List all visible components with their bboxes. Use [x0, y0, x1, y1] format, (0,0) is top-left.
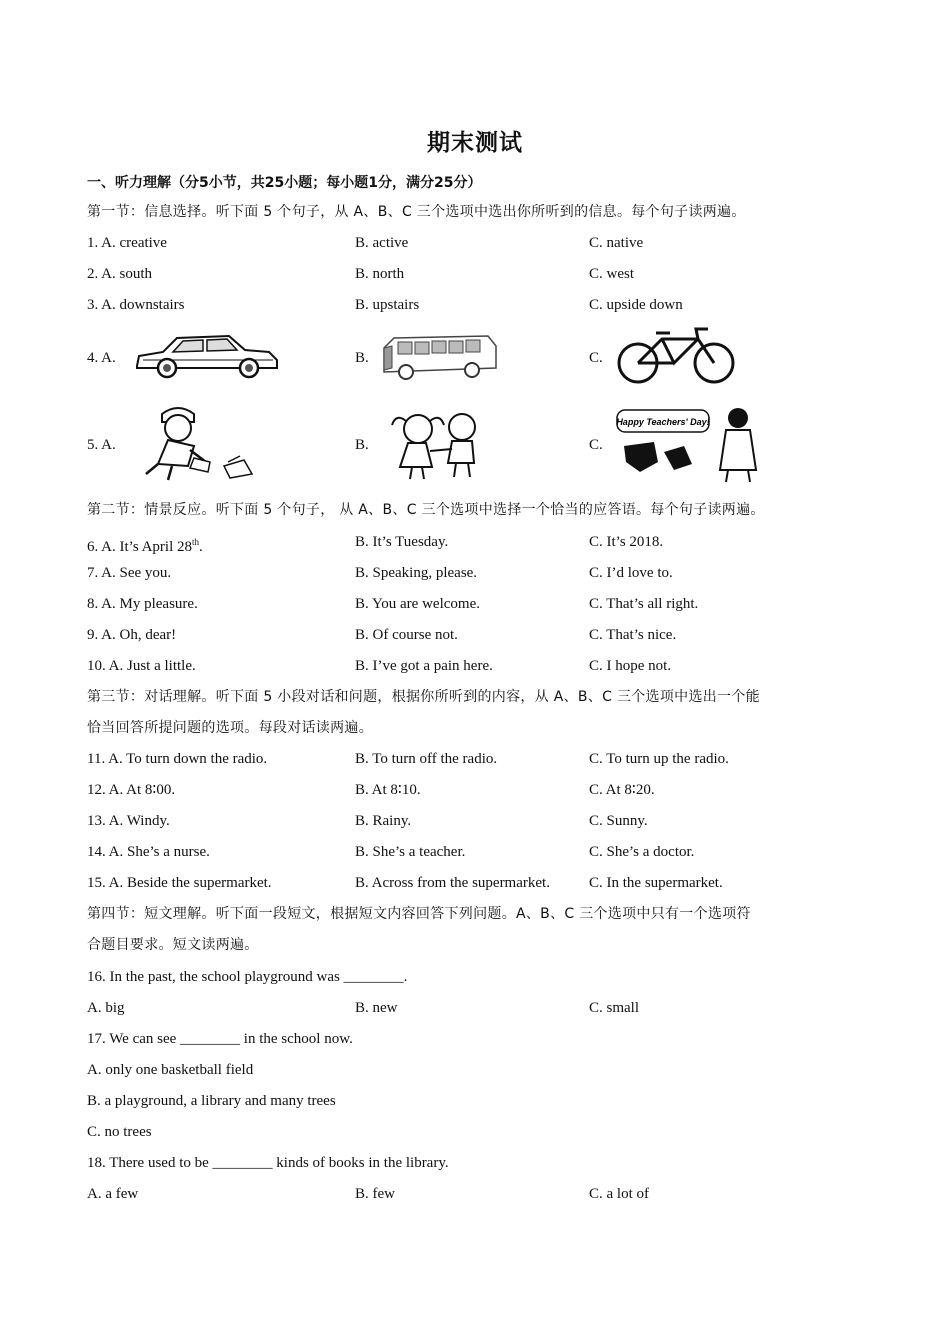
bus-icon [380, 332, 498, 382]
teachers-day-scene-icon [614, 406, 770, 484]
q6-option-a-period: . [199, 539, 203, 555]
q3-option-b[interactable]: B. upstairs [355, 297, 420, 313]
q5-option-c[interactable]: C. [589, 437, 603, 453]
section3-instructions-line1: 第三节：对话理解。听下面 5 小段对话和问题，根据你所听到的内容，从 A、B、C 三个选项中选出一个能 [87, 689, 760, 705]
q11-option-c[interactable]: C. To turn up the radio. [589, 751, 729, 767]
q10-option-c[interactable]: C. I hope not. [589, 658, 672, 674]
q11-option-a[interactable]: 11. A. To turn down the radio. [87, 751, 268, 767]
question-16-options [0, 998, 950, 1020]
question-18-options [0, 1184, 950, 1206]
question-14 [0, 842, 950, 864]
q8-option-c[interactable]: C. That’s all right. [589, 596, 699, 612]
q14-option-b[interactable]: B. She’s a teacher. [355, 844, 466, 860]
q16-option-b[interactable]: B. new [355, 1000, 398, 1016]
q2-option-c[interactable]: C. west [589, 266, 634, 282]
q7-option-a[interactable]: 7. A. See you. [87, 565, 172, 581]
question-6 [0, 532, 950, 554]
q10-option-b[interactable]: B. I’ve got a pain here. [355, 658, 493, 674]
q8-option-a[interactable]: 8. A. My pleasure. [87, 596, 198, 612]
question-11 [0, 749, 950, 771]
q4-option-a[interactable]: 4. A. [87, 350, 116, 366]
q15-option-c[interactable]: C. In the supermarket. [589, 875, 723, 891]
q13-option-c[interactable]: C. Sunny. [589, 813, 648, 829]
question-12 [0, 780, 950, 802]
q12-option-a[interactable]: 12. A. At 8∶00. [87, 782, 176, 798]
q15-option-b[interactable]: B. Across from the supermarket. [355, 875, 550, 891]
q3-option-c[interactable]: C. upside down [589, 297, 683, 313]
section1-instructions: 第一节：信息选择。听下面 5 个句子，从 A、B、C 三个选项中选出你所听到的信息。每个句子读两遍。 [87, 204, 746, 220]
q9-option-b[interactable]: B. Of course not. [355, 627, 458, 643]
section4-instructions-line2: 合题目要求。短文读两遍。 [87, 937, 259, 953]
q11-option-b[interactable]: B. To turn off the radio. [355, 751, 498, 767]
question-10 [0, 656, 950, 678]
q1-option-a[interactable]: 1. A. creative [87, 235, 167, 251]
q7-option-c[interactable]: C. I’d love to. [589, 565, 673, 581]
q15-option-a[interactable]: 15. A. Beside the supermarket. [87, 875, 272, 891]
question-7 [0, 563, 950, 585]
q10-option-a[interactable]: 10. A. Just a little. [87, 658, 196, 674]
q16-option-c[interactable]: C. small [589, 1000, 640, 1016]
q3-option-a[interactable]: 3. A. downstairs [87, 297, 185, 313]
q12-option-c[interactable]: C. At 8∶20. [589, 782, 655, 798]
question-9 [0, 625, 950, 647]
question-13 [0, 811, 950, 833]
question-2 [0, 264, 950, 286]
q18-option-a[interactable]: A. a few [87, 1186, 139, 1202]
section3-instructions-line2: 恰当回答所提问题的选项。每段对话读两遍。 [87, 720, 373, 736]
q16-option-a[interactable]: A. big [87, 1000, 125, 1016]
q16-stem: 16. In the past, the school playground was ________. [87, 969, 408, 985]
q6-option-b[interactable]: B. It’s Tuesday. [355, 534, 449, 550]
car-icon [133, 330, 281, 380]
q13-option-a[interactable]: 13. A. Windy. [87, 813, 170, 829]
q6-option-a-text: 6. A. It’s April 28 [87, 539, 193, 555]
q17-option-a[interactable]: A. only one basketball field [87, 1062, 254, 1078]
q17-stem: 17. We can see ________ in the school now. [87, 1031, 353, 1047]
q5-option-a[interactable]: 5. A. [87, 437, 116, 453]
question-1 [0, 233, 950, 255]
q4-option-c[interactable]: C. [589, 350, 603, 366]
section4-instructions-line1: 第四节：短文理解。听下面一段短文，根据短文内容回答下列问题。A、B、C 三个选项中只有一个选项符 [87, 906, 751, 922]
q6-option-a-superscript: th [192, 537, 200, 547]
q1-option-b[interactable]: B. active [355, 235, 409, 251]
page-title: 期末测试 [427, 130, 523, 156]
q12-option-b[interactable]: B. At 8∶10. [355, 782, 421, 798]
q18-option-b[interactable]: B. few [355, 1186, 395, 1202]
question-3 [0, 295, 950, 317]
section2-instructions: 第二节：情景反应。听下面 5 个句子， 从 A、B、C 三个选项中选择一个恰当的应答语。每个句子读两遍。 [87, 502, 765, 518]
question-15 [0, 873, 950, 895]
q13-option-b[interactable]: B. Rainy. [355, 813, 412, 829]
q14-option-a[interactable]: 14. A. She’s a nurse. [87, 844, 210, 860]
q14-option-c[interactable]: C. She’s a doctor. [589, 844, 695, 860]
q1-option-c[interactable]: C. native [589, 235, 644, 251]
two-children-icon [382, 405, 492, 481]
q2-option-b[interactable]: B. north [355, 266, 405, 282]
q9-option-c[interactable]: C. That’s nice. [589, 627, 677, 643]
q9-option-a[interactable]: 9. A. Oh, dear! [87, 627, 177, 643]
q17-option-c[interactable]: C. no trees [87, 1124, 152, 1140]
question-8 [0, 594, 950, 616]
q18-stem: 18. There used to be ________ kinds of books in the library. [87, 1155, 449, 1171]
q5-option-b[interactable]: B. [355, 437, 369, 453]
q2-option-a[interactable]: 2. A. south [87, 266, 153, 282]
boy-picking-up-books-icon [128, 402, 256, 482]
q6-option-a[interactable] [87, 532, 203, 557]
teachers-day-sign-text: Happy Teachers' Day! [616, 417, 710, 427]
part1-heading: 一、听力理解（分5小节，共25小题；每小题1分，满分25分） [87, 175, 482, 191]
q17-option-b[interactable]: B. a playground, a library and many trees [87, 1093, 336, 1109]
q7-option-b[interactable]: B. Speaking, please. [355, 565, 478, 581]
q6-option-c[interactable]: C. It’s 2018. [589, 534, 664, 550]
q8-option-b[interactable]: B. You are welcome. [355, 596, 480, 612]
q18-option-c[interactable]: C. a lot of [589, 1186, 649, 1202]
bicycle-icon [612, 325, 740, 385]
q4-option-b[interactable]: B. [355, 350, 369, 366]
